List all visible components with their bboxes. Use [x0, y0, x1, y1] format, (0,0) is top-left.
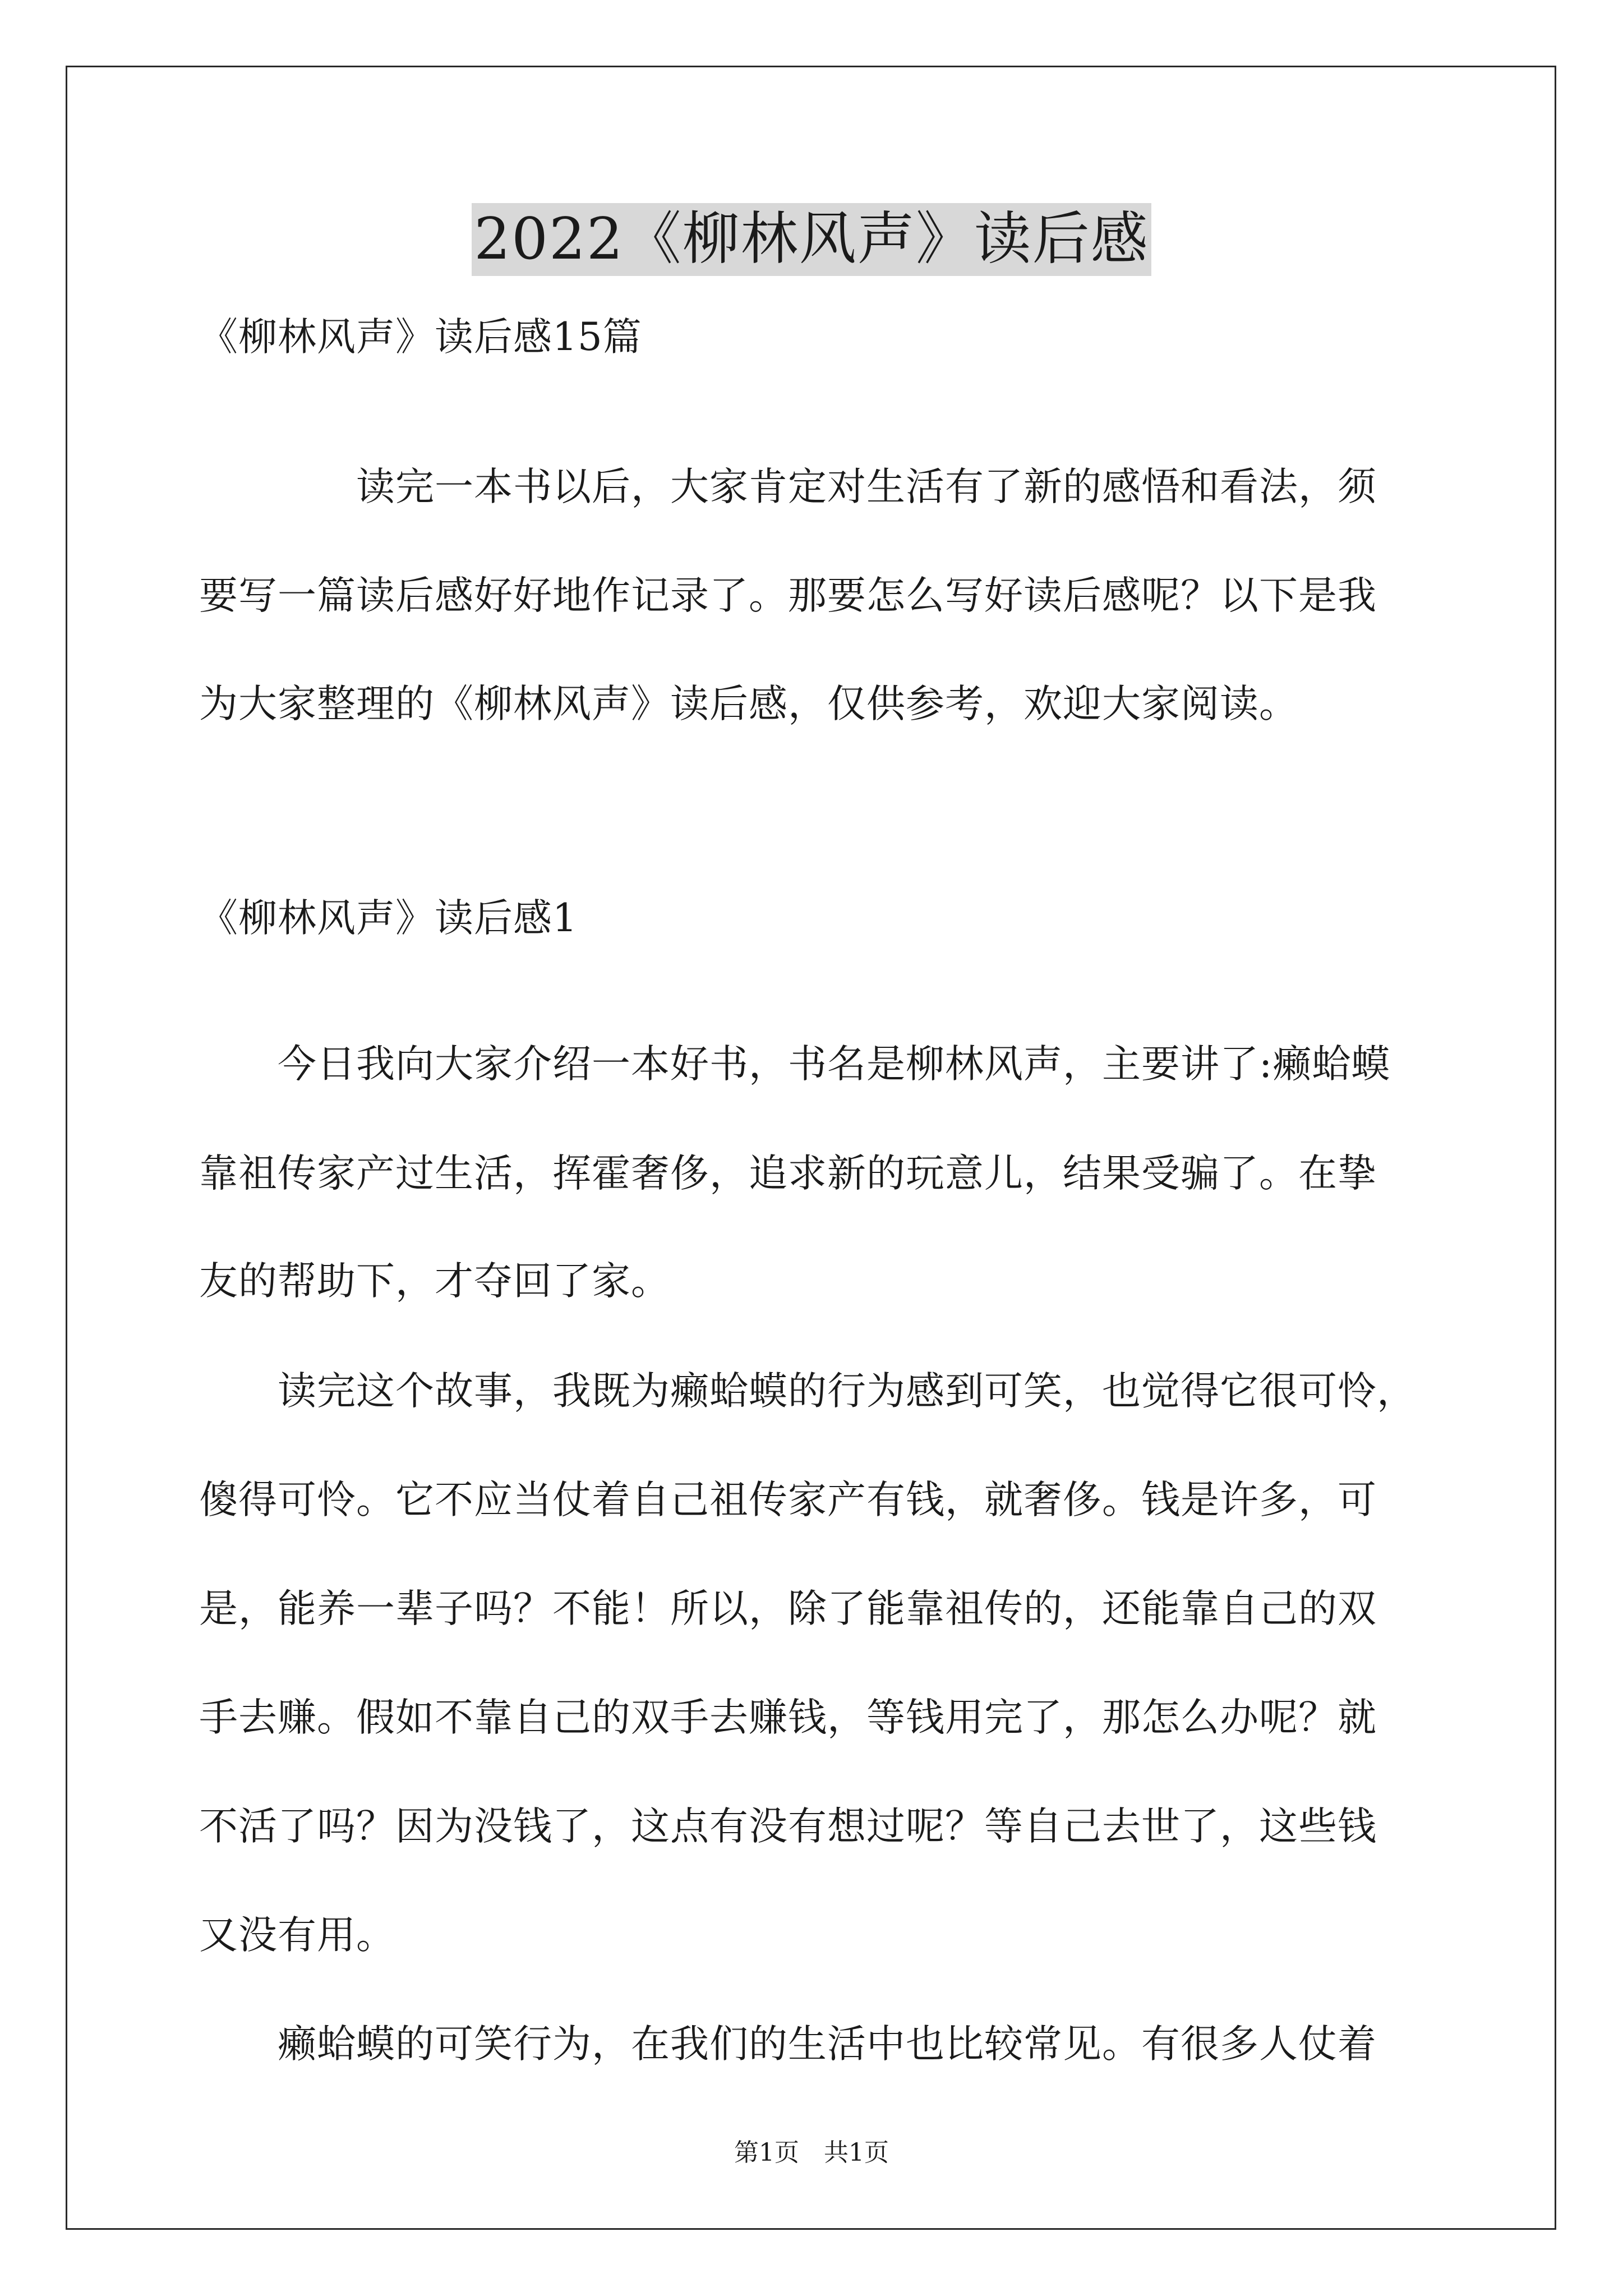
intro-line-2: 要写一篇读后感好好地作记录了。那要怎么写好读后感呢？以下是我 — [199, 573, 1377, 618]
paragraph-line: 不活了吗？因为没钱了，这点有没有想过呢？等自己去世了，这些钱 — [199, 1804, 1377, 1849]
paragraph-line: 癞蛤蟆的可笑行为，在我们的生活中也比较常见。有很多人仗着 — [199, 2022, 1377, 2067]
paragraph-line: 友的帮助下，才夺回了家。 — [199, 1259, 670, 1304]
paragraph-line: 靠祖传家产过生活，挥霍奢侈，追求新的玩意儿，结果受骗了。在挚 — [199, 1151, 1377, 1196]
paragraph-line: 今日我向大家介绍一本好书，书名是柳林风声，主要讲了:癞蛤蟆 — [199, 1042, 1391, 1087]
intro-line-1: 读完一本书以后，大家肯定对生活有了新的感悟和看法，须 — [199, 464, 1377, 509]
paragraph-line: 傻得可怜。它不应当仗着自己祖传家产有钱，就奢侈。钱是许多，可 — [199, 1478, 1377, 1522]
paragraph-line: 是，能养一辈子吗？不能！所以，除了能靠祖传的，还能靠自己的双 — [199, 1586, 1377, 1631]
paragraph-line: 手去赚。假如不靠自己的双手去赚钱，等钱用完了，那怎么办呢？就 — [199, 1695, 1377, 1740]
page-footer: 第1页 共1页 — [734, 2138, 889, 2167]
paragraph-line: 又没有用。 — [199, 1913, 395, 1958]
paragraph-line: 读完这个故事，我既为癞蛤蟆的行为感到可笑，也觉得它很可怜， — [199, 1369, 1416, 1414]
section-heading-1: 《柳林风声》读后感1 — [199, 896, 578, 941]
document-title: 2022《柳林风声》读后感 — [472, 203, 1151, 276]
title-container — [0, 203, 1623, 276]
subtitle: 《柳林风声》读后感15篇 — [199, 315, 642, 360]
intro-line-3: 为大家整理的《柳林风声》读后感，仅供参考，欢迎大家阅读。 — [199, 682, 1298, 726]
